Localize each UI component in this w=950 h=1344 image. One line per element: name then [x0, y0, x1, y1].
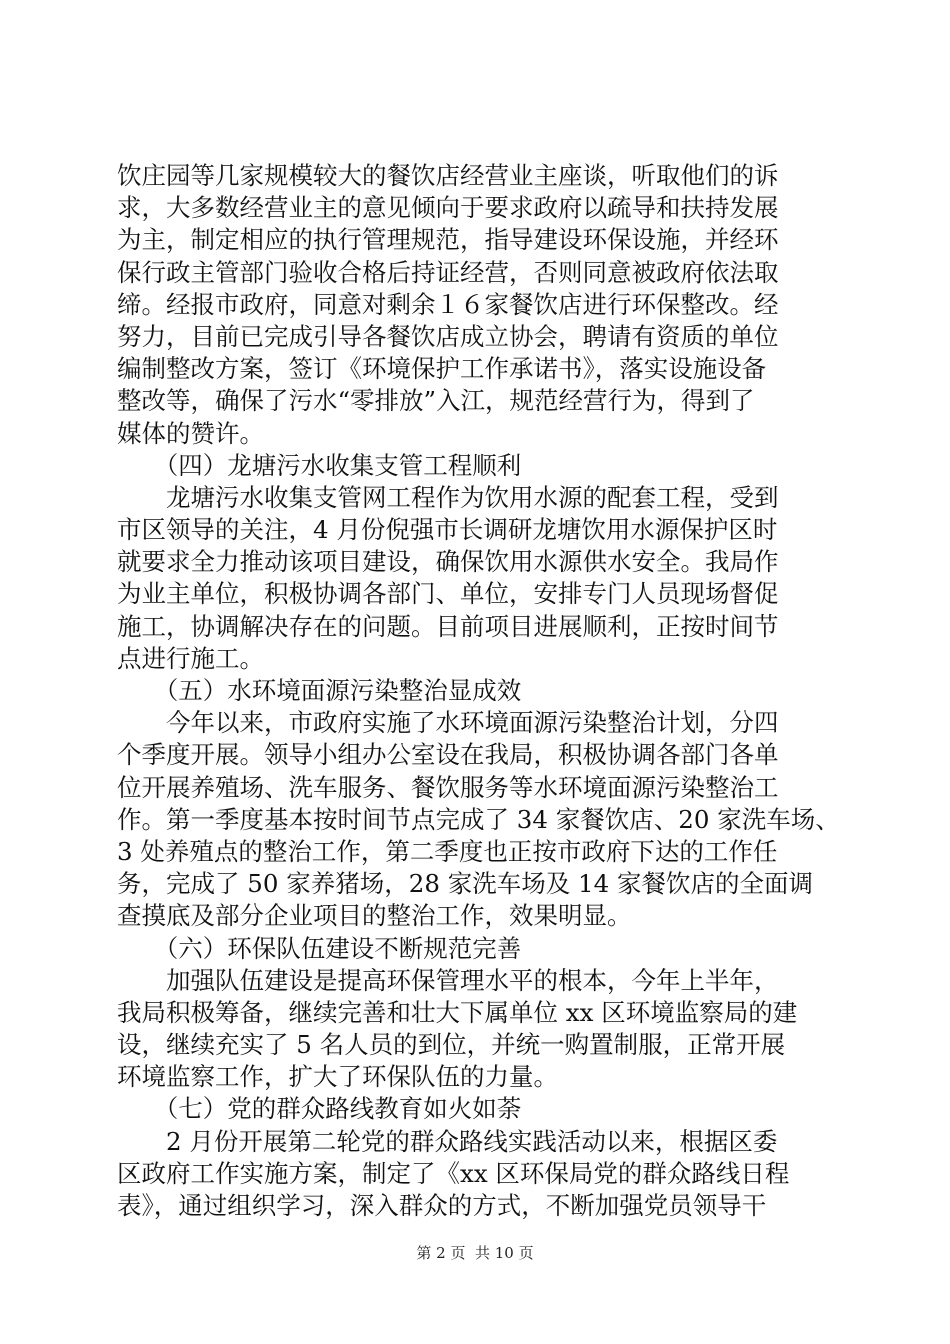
text-line: 位开展养殖场、洗车服务、餐饮服务等水环境面源污染整治工: [117, 772, 779, 802]
text-line: 求，大多数经营业主的意见倾向于要求政府以疏导和扶持发展: [117, 193, 779, 223]
text-line: 表》，通过组织学习，深入群众的方式，不断加强党员领导干: [117, 1191, 767, 1220]
text-line: 缔。经报市政府，同意对剩余１６家餐饮店进行环保整改。经: [117, 289, 779, 319]
text-line: 点进行施工。: [117, 643, 264, 673]
page-number-label: 第 2 页 共 10 页: [416, 1244, 534, 1262]
section-heading: （四）龙塘污水收集支管工程顺利: [117, 450, 522, 480]
text-line: 施工，协调解决存在的问题。目前项目进展顺利，正按时间节: [117, 611, 779, 641]
text-line: 为业主单位，积极协调各部门、单位，安排专门人员现场督促: [117, 579, 779, 609]
text-line: 为主，制定相应的执行管理规范，指导建设环保设施，并经环: [117, 225, 779, 255]
text-line: 查摸底及部分企业项目的整治工作，效果明显。: [117, 901, 632, 931]
document-body: [117, 160, 840, 1222]
text-line: 个季度开展。领导小组办公室设在我局，积极协调各部门各单: [117, 740, 779, 770]
text-line: 3 处养殖点的整治工作，第二季度也正按市政府下达的工作任: [117, 836, 778, 866]
text-line: 设，继续充实了 5 名人员的到位，并统一购置制服，正常开展: [117, 1030, 786, 1060]
page-footer: [0, 1243, 950, 1263]
text-line: 努力，目前已完成引导各餐饮店成立协会，聘请有资质的单位: [117, 321, 779, 351]
text-line: 区政府工作实施方案，制定了《xx 区环保局党的群众路线日程: [117, 1158, 790, 1188]
text-line: 务，完成了 50 家养猪场，28 家洗车场及 14 家餐饮店的全面调: [117, 869, 813, 899]
text-line: 加强队伍建设是提高环保管理水平的根本，今年上半年，: [117, 965, 779, 995]
section-heading: （五）水环境面源污染整治显成效: [117, 676, 522, 705]
text-line: 2 月份开展第二轮党的群众路线实践活动以来，根据区委: [117, 1126, 778, 1156]
section-heading: （七）党的群众路线教育如火如荼: [117, 1094, 522, 1124]
text-line: 龙塘污水收集支管网工程作为饮用水源的配套工程，受到: [117, 482, 779, 512]
text-line: 保行政主管部门验收合格后持证经营，否则同意被政府依法取: [117, 257, 779, 287]
text-line: 饮庄园等几家规模较大的餐饮店经营业主座谈，听取他们的诉: [117, 161, 779, 190]
section-heading: （六）环保队伍建设不断规范完善: [117, 933, 522, 963]
text-line: 今年以来，市政府实施了水环境面源污染整治计划，分四: [117, 708, 779, 738]
text-line: 市区领导的关注，4 月份倪强市长调研龙塘饮用水源保护区时: [117, 515, 778, 545]
text-line: 我局积极筹备，继续完善和壮大下属单位 xx 区环境监察局的建: [117, 997, 798, 1027]
text-line: 就要求全力推动该项目建设，确保饮用水源供水安全。我局作: [117, 547, 779, 577]
text-line: 作。第一季度基本按时间节点完成了 34 家餐饮店、20 家洗车场、: [117, 804, 840, 834]
text-line: 媒体的赞许。: [117, 418, 264, 448]
text-line: 编制整改方案，签订《环境保护工作承诺书》，落实设施设备: [117, 354, 767, 384]
text-line: 环境监察工作，扩大了环保队伍的力量。: [117, 1062, 558, 1092]
text-line: 整改等，确保了污水“零排放”入江，规范经营行为，得到了: [117, 386, 755, 416]
